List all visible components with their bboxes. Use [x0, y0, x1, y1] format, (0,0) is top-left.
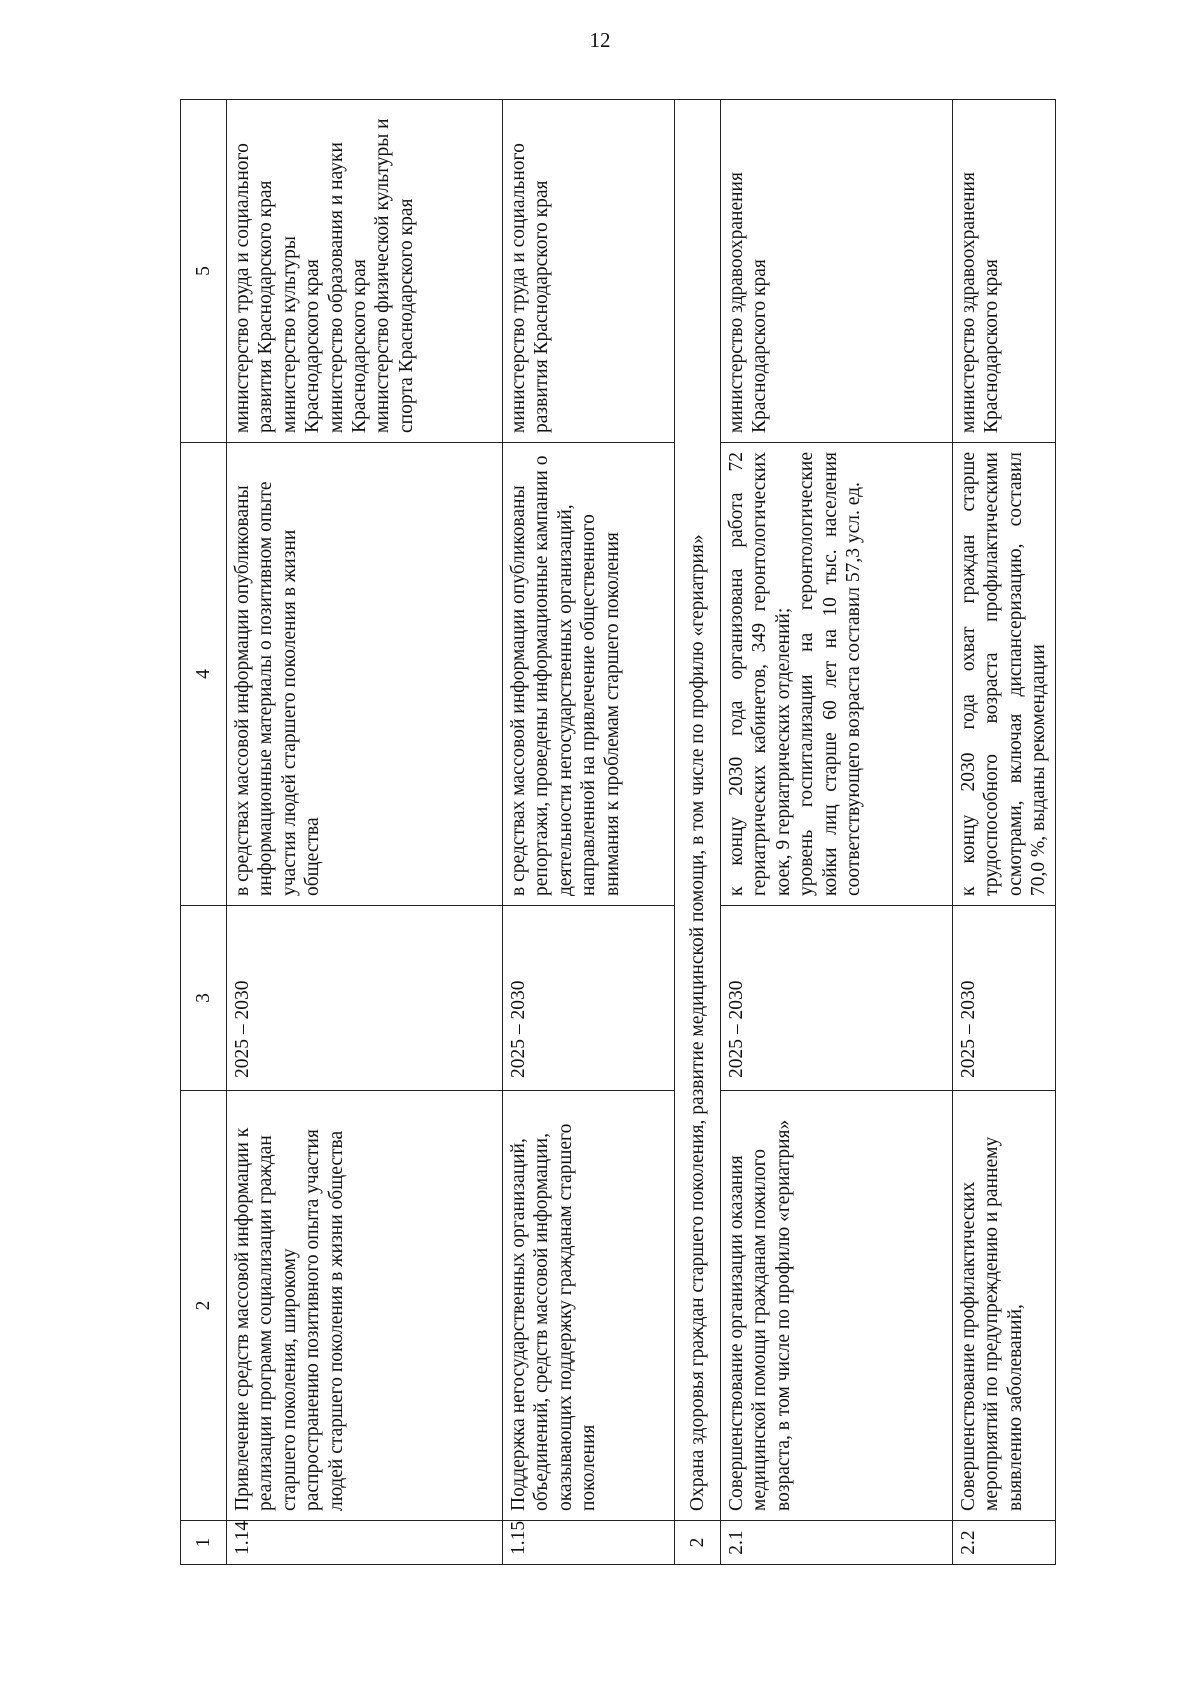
table-row — [953, 100, 1056, 1565]
years-cell: 2025 – 2030 — [227, 906, 503, 1091]
row-number: 2.2 — [953, 1521, 1056, 1565]
responsible-line: министерство физической культуры и спорта Краснодарского края — [372, 118, 417, 433]
responsible-line: министерство образования и науки Краснодарского края — [325, 142, 370, 433]
responsible-line: министерство здравоохранения Краснодарского края — [726, 172, 771, 433]
header-cell: 5 — [181, 100, 227, 443]
responsible-line: министерство здравоохранения Краснодарского края — [958, 172, 1003, 433]
header-cell: 4 — [181, 443, 227, 906]
result-line: уровень госпитализации на геронтологические койки лиц старше 60 лет на 10 тыс. населения соответствующего возраста составил 57,3 усл. ед. — [796, 452, 864, 896]
result-line: к концу 2030 года охват граждан старше трудоспособного возраста профилактическими осмотрами, включая диспансеризацию, составил 70,0 %, выданы рекомендации — [958, 452, 1050, 896]
table-row — [503, 100, 675, 1565]
header-cell: 3 — [181, 906, 227, 1091]
measure-cell: Совершенствование профилактических мероприятий по предупреждению и раннему выявлению заболеваний, — [953, 1091, 1056, 1521]
responsible-line: министерство культуры Краснодарского края — [278, 236, 324, 433]
row-number: 2.1 — [721, 1521, 953, 1565]
measure-cell: Совершенствование организации оказания медицинской помощи гражданам пожилого возраста, в том числе по профилю «гериатрия» — [721, 1091, 953, 1521]
result-cell: в средствах массовой информации опубликованы репортажи, проведены информационные кампании о деятельности негосударственных организаций, направленной на привлечение общественного внимания к проблемам старшего поколения — [503, 443, 675, 906]
header-cell: 2 — [181, 1091, 227, 1521]
section-row — [675, 100, 721, 1565]
responsible-cell — [721, 100, 953, 443]
responsible-line: министерство труда и социального развития Краснодарского края — [508, 143, 553, 433]
result-cell — [953, 443, 1056, 906]
result-cell: в средствах массовой информации опубликованы информационные материалы о позитивном опыте участия людей старшего поколения в жизни общества — [227, 443, 503, 906]
measure-cell: Поддержка негосударственных организаций, объединений, средств массовой информации, оказывающих поддержку гражданам старшего поколения — [503, 1091, 675, 1521]
header-cell: 1 — [181, 1521, 227, 1565]
result-line: к концу 2030 года организована работа 72 гериатрических кабинетов, 349 геронтологических коек, 9 гериатрических отделений; — [726, 452, 794, 896]
years-cell: 2025 – 2030 — [503, 906, 675, 1091]
table-row — [721, 100, 953, 1565]
section-title: Охрана здоровья граждан старшего поколения, развитие медицинской помощи, в том числе по профилю «гериатрия» — [675, 100, 721, 1521]
section-number: 2 — [675, 1521, 721, 1565]
header-row — [181, 100, 227, 1565]
measure-cell: Привлечение средств массовой информации к реализации программ социализации граждан старшего поколения, широкому распространению позитивного опыта участия людей старшего поколения в жизни общества — [227, 1091, 503, 1521]
table-row — [227, 100, 503, 1565]
responsible-cell — [953, 100, 1056, 443]
responsible-cell — [227, 100, 503, 443]
rotated-table-wrapper — [180, 100, 1050, 1565]
result-cell — [721, 443, 953, 906]
page-number: 12 — [589, 28, 611, 52]
years-cell: 2025 – 2030 — [721, 906, 953, 1091]
years-cell: 2025 – 2030 — [953, 906, 1056, 1091]
measures-table — [180, 99, 1056, 1565]
row-number: 1.14 — [227, 1521, 503, 1565]
responsible-line: министерство труда и социального развития Краснодарского края — [232, 143, 277, 433]
responsible-cell — [503, 100, 675, 443]
row-number: 1.15 — [503, 1521, 675, 1565]
